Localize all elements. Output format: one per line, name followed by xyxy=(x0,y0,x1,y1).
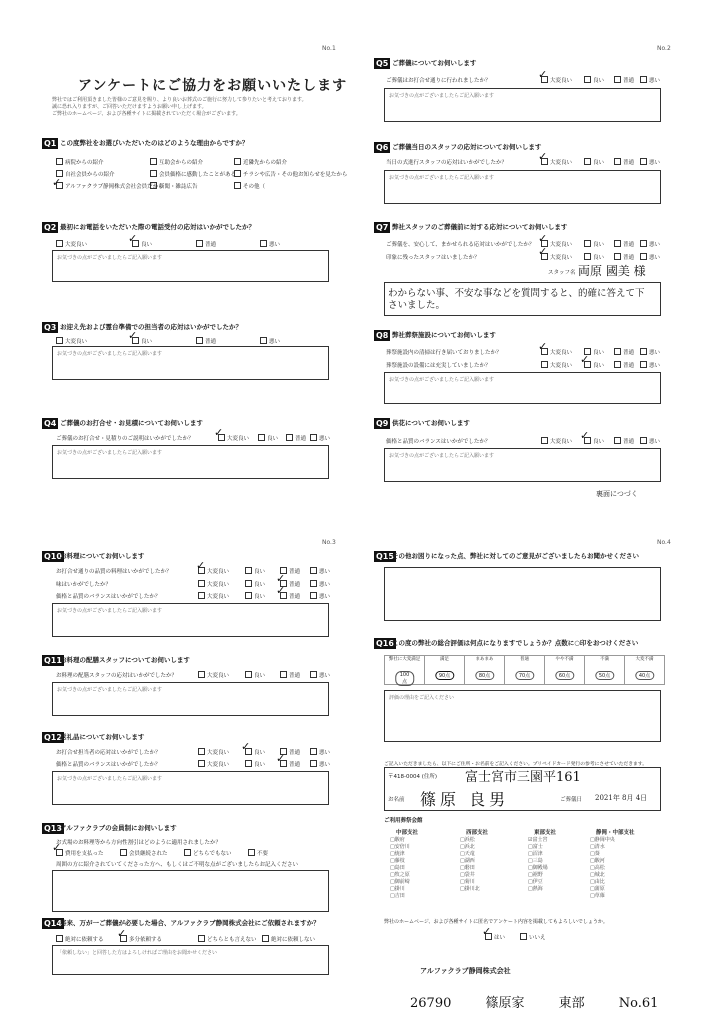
comment-box[interactable]: お気づきの点がございましたらご記入願います xyxy=(384,372,661,404)
rating-cell[interactable]: 満足 90点 xyxy=(424,655,464,685)
sub-question: 周囲の方に紹介されていてくださった方へ、もしくはご不明な点がございましたらお記入ください xyxy=(56,862,299,868)
comment-box[interactable]: お気づきの点がございましたらご記入願います xyxy=(52,445,329,479)
question-number: Q3 xyxy=(44,323,57,332)
question-text: ご葬儀についてお伺いします xyxy=(392,59,477,67)
option[interactable]: 大変良い xyxy=(541,253,572,261)
sub-question: お式場のお料理等から方向性割引はどのように適用されましたか？ xyxy=(56,840,222,846)
sub-question: お打合せ担当者の応対はいかがでしたか？ xyxy=(56,750,161,756)
option[interactable]: 会員価格に感動したことがある xyxy=(150,170,236,178)
rating-cell[interactable]: 不満 50点 xyxy=(584,655,624,685)
check-mark: ✓ xyxy=(214,426,224,439)
option[interactable]: 普通 xyxy=(614,348,634,356)
option[interactable]: 普通 xyxy=(280,580,300,588)
check-mark: ✓ xyxy=(128,232,138,245)
question-number: Q16 xyxy=(376,639,394,648)
comment-box[interactable] xyxy=(384,567,661,621)
option[interactable]: 大変良い xyxy=(198,580,229,588)
sub-question: ご葬儀はお打合せ通りに行われましたか？ xyxy=(386,78,491,84)
option[interactable]: 大変良い xyxy=(198,748,229,756)
check-mark: ✓ xyxy=(117,927,127,940)
sub-question: 葬祭施設の設備には充実していましたか？ xyxy=(386,363,491,369)
option[interactable]: 大変良い xyxy=(198,592,229,600)
option[interactable]: 大変良い xyxy=(56,240,87,248)
question-text: その他お困りになった点、弊社に対してのご意見がございましたらお聞かせください xyxy=(392,552,639,560)
option[interactable]: いいえ xyxy=(520,933,546,941)
sub-question: お料理の配膳スタッフの応対はいかがでしたか？ xyxy=(56,673,178,679)
check-mark: ✓ xyxy=(128,329,138,342)
option[interactable]: 大変良い xyxy=(541,348,572,356)
option[interactable]: 絶対に依頼する xyxy=(56,935,104,943)
option[interactable]: 普通 xyxy=(280,567,300,575)
option[interactable]: 普通 xyxy=(280,592,300,600)
question-text: 将来、万が一ご葬儀が必要した場合、アルファクラブ静岡株式会社にご依頼されますか？ xyxy=(60,919,320,927)
option[interactable]: 普通 xyxy=(614,361,634,369)
check-mark: ✓ xyxy=(276,584,286,597)
sub-question: 葬祭施設内の清掃は行き届いておりましたか？ xyxy=(386,350,502,356)
check-mark: ✓ xyxy=(580,353,590,366)
venue-col-header: 静岡・中部支社 xyxy=(596,830,635,836)
option[interactable]: 普通 xyxy=(280,760,300,768)
comment-box[interactable]: お気づきの点がございましたらご記入願います xyxy=(52,346,329,380)
question-text: お料理についてお伺いします xyxy=(60,552,145,560)
option[interactable]: 悪い xyxy=(310,592,330,600)
check-mark: ✓ xyxy=(538,245,548,258)
option[interactable]: 普通 xyxy=(614,253,634,261)
option[interactable]: 悪い xyxy=(260,337,280,345)
option[interactable]: 絶対に依頼しない xyxy=(262,935,315,943)
check-mark: ✓ xyxy=(538,340,548,353)
check-mark: ✓ xyxy=(52,176,62,189)
question-text: この度弊社をお選びいただいたのはどのような理由からですか？ xyxy=(60,139,249,147)
option[interactable]: 良い xyxy=(584,158,604,166)
option[interactable]: 普通 xyxy=(280,671,300,679)
venue-col-header: 西部支社 xyxy=(466,830,489,836)
question-number: Q12 xyxy=(44,733,62,742)
option[interactable]: 近隣先からの紹介 xyxy=(234,158,287,166)
continue-note: 裏面につづく xyxy=(596,490,638,498)
option[interactable]: 普通 xyxy=(196,337,216,345)
comment-box[interactable]: 「依頼しない」と回答した方はよろしければご理由をお聞かせください xyxy=(52,945,329,975)
check-mark: ✓ xyxy=(276,752,286,765)
option[interactable]: その他（ xyxy=(234,182,265,190)
option[interactable]: 大変良い xyxy=(198,760,229,768)
sub-question: 価格と品質のバランスはいかがでしたか？ xyxy=(56,594,161,600)
question-text: お料理の配膳スタッフについてお伺いします xyxy=(60,656,190,664)
option[interactable]: 不要 xyxy=(248,849,268,857)
intro-text: 弊社ではご利用頂きました皆様のご意見を賜り、より良いお葬式のご施行に努力して参りたいと考えております。 誠に恐れ入りますが、ご回答いただけますようお願い申し上げます。 ご弊社のホームページ、および各種サイトに掲載されていただく場合がございます。 xyxy=(52,97,307,117)
option[interactable]: 大変良い xyxy=(198,671,229,679)
option[interactable]: 大変良い xyxy=(541,361,572,369)
question-text: 弊社葬祭施設についてお伺いします xyxy=(392,331,496,339)
page-title: アンケートにご協力をお願いいたします xyxy=(78,78,348,94)
question-number: Q1 xyxy=(44,139,57,148)
address-handwritten: 富士宮市三園平161 xyxy=(465,770,581,785)
venue-col-header: 中部支社 xyxy=(396,830,419,836)
option[interactable]: 良い xyxy=(584,253,604,261)
option[interactable]: 大変良い xyxy=(541,76,572,84)
option[interactable]: 普通 xyxy=(614,437,634,445)
option[interactable]: 良い xyxy=(584,240,604,248)
page-number: No.2 xyxy=(657,45,671,52)
option[interactable]: 普通 xyxy=(286,434,306,442)
question-number: Q7 xyxy=(376,223,389,232)
question-number: Q13 xyxy=(44,824,62,833)
venue-col-header: 東部支社 xyxy=(534,830,557,836)
page-number: No.3 xyxy=(322,539,336,546)
check-mark: ✓ xyxy=(538,232,548,245)
option[interactable]: 悪い xyxy=(310,671,330,679)
name-handwritten: 篠原 良男 xyxy=(420,790,510,809)
option[interactable]: どちらとも言えない xyxy=(198,935,257,943)
option[interactable]: 悪い xyxy=(640,76,660,84)
option[interactable]: チラシや広告・その他お知らせを見たから xyxy=(234,170,347,178)
comment-box[interactable]: お気づきの点がございましたらご記入願います xyxy=(384,448,661,482)
option[interactable]: アルファクラブ静岡株式会社会員だから xyxy=(56,182,164,190)
question-number: Q14 xyxy=(44,919,62,928)
check-mark: ✓ xyxy=(241,740,251,753)
option[interactable]: 悪い xyxy=(310,580,330,588)
option[interactable]: 普通 xyxy=(196,240,216,248)
staff-name-handwritten: 両原 國美 様 xyxy=(578,264,646,278)
question-text: お迎え先および霊台準備での担当者の応対はいかがでしたか？ xyxy=(60,323,242,331)
option[interactable]: 大変良い xyxy=(541,437,572,445)
option[interactable]: 良い xyxy=(245,760,265,768)
sub-question: 印象に残ったスタッフはいましたか？ xyxy=(386,255,480,261)
option[interactable]: 悪い xyxy=(310,434,330,442)
question-text: ご葬儀のお打合せ・お見積についてお伺いします xyxy=(60,419,203,427)
option[interactable]: 良い xyxy=(132,337,152,345)
check-mark: ✓ xyxy=(276,572,286,585)
rating-scale xyxy=(384,655,665,685)
question-number: Q6 xyxy=(376,143,389,152)
venue-table xyxy=(384,816,659,912)
option[interactable]: 大変良い xyxy=(198,567,229,575)
question-number: Q5 xyxy=(376,59,389,68)
option[interactable]: 多分依頼する xyxy=(120,935,162,943)
comment-box[interactable] xyxy=(52,870,329,912)
option[interactable]: 良い xyxy=(132,240,152,248)
question-number: Q10 xyxy=(44,552,62,561)
question-number: Q4 xyxy=(44,419,57,428)
name-label: お名前 xyxy=(388,797,405,803)
venue-list[interactable]: □静岡中央 □清水 □葵 □駿河 □高松 □城北 □由比 □蒲原 □草薙 xyxy=(590,837,615,899)
check-mark: ✓ xyxy=(52,841,62,854)
check-mark: ✓ xyxy=(538,150,548,163)
sub-question: ご葬儀を、安心して、まかせられる応対はいかがでしたか？ xyxy=(386,242,535,248)
option[interactable]: 普通 xyxy=(614,240,634,248)
option[interactable]: 良い xyxy=(245,748,265,756)
option[interactable]: 普通 xyxy=(614,76,634,84)
option[interactable]: 良い xyxy=(245,567,265,575)
comment-box[interactable]: お気づきの点がございましたらご記入願います xyxy=(384,170,661,204)
question-number: Q15 xyxy=(376,552,394,561)
sub-question: お打合せ通りの品質の料理はいかがでしたか？ xyxy=(56,569,172,575)
zip-label: 〒418-0004 (住所) xyxy=(388,774,438,780)
option[interactable]: 普通 xyxy=(614,158,634,166)
footer-handwritten: 26790 篠原家 東部 No.61 xyxy=(410,996,659,1011)
sub-question: 当日の式進行スタッフの応対はいかがでしたか？ xyxy=(386,160,508,166)
venue-list[interactable]: ☑富士宮 □富士 □沼津 □三島 □御殿場 □裾野 □伊豆 □熱海 xyxy=(528,837,548,892)
option[interactable]: 悪い xyxy=(640,437,660,445)
question-text: 返礼品についてお伺いします xyxy=(60,733,145,741)
option[interactable]: 悪い xyxy=(640,240,660,248)
option[interactable]: 良い xyxy=(584,361,604,369)
option[interactable]: 互助会からの紹介 xyxy=(150,158,203,166)
rating-cell[interactable]: まあまあ 80点 xyxy=(464,655,504,685)
venue-title: ご利用葬祭会館 xyxy=(384,818,423,824)
option[interactable]: 大変良い xyxy=(56,337,87,345)
rating-cell[interactable]: 普通 70点 xyxy=(504,655,544,685)
check-mark: ✓ xyxy=(482,925,492,938)
option[interactable]: はい xyxy=(485,933,505,941)
page-number: No.1 xyxy=(322,45,336,52)
option[interactable]: 良い xyxy=(245,580,265,588)
option[interactable]: 良い xyxy=(584,437,604,445)
option[interactable]: 良い xyxy=(258,434,278,442)
option[interactable]: 普通 xyxy=(280,748,300,756)
sub-question: 価格と品質のバランスはいかがでしたか？ xyxy=(386,439,491,445)
homepage-question: 弊社のホームページ、および各種サイトに匿名でアンケート内容を掲載してもよろしいでしょうか。 xyxy=(384,919,608,925)
option[interactable]: 悪い xyxy=(260,240,280,248)
question-number: Q2 xyxy=(44,223,57,232)
option[interactable]: 自社会員からの紹介 xyxy=(56,170,115,178)
comment-box[interactable]: お気づきの点がございましたらご記入願います xyxy=(52,603,329,637)
option[interactable]: 良い xyxy=(584,348,604,356)
option[interactable]: 悪い xyxy=(310,748,330,756)
sub-question: ご葬儀のお打合せ・見積りのご説明はいかがでしたか？ xyxy=(56,436,194,442)
venue-list[interactable]: □駿府 □安倍川 □焼津 □藤枝 □島田 □牧之原 □御前崎 □掛川 □吉田 xyxy=(390,837,410,899)
question-text: 最初にお電話をいただいた際の電話受付の応対はいかがでしたか？ xyxy=(60,223,255,231)
question-number: Q11 xyxy=(44,656,62,665)
comment-box[interactable]: お気づきの点がございましたらご記入願います xyxy=(52,250,329,282)
question-text: アルファクラブの会員制にお伺いします xyxy=(60,824,177,832)
comment-box[interactable]: お気づきの点がございましたらご記入願います xyxy=(384,88,661,122)
page-number: No.4 xyxy=(657,539,671,546)
sub-question: 味はいかがでしたか？ xyxy=(56,582,112,588)
reason-box[interactable]: 評価の理由をご記入ください xyxy=(384,690,661,742)
venue-list[interactable]: □浜松 □浜北 □天竜 □湖西 □磐田 □袋井 □菊川 □掛川北 xyxy=(460,837,480,892)
footer-company: アルファクラブ静岡株式会社 xyxy=(420,967,511,975)
question-text: ご葬儀当日のスタッフの応対についてお伺いします xyxy=(392,143,542,151)
option[interactable]: 悪い xyxy=(640,158,660,166)
option[interactable]: 大変良い xyxy=(541,240,572,248)
check-mark: ✓ xyxy=(538,68,548,81)
contact-intro: ご記入いただきましたら、以下にご住所・お名前をご記入ください。プリペイドカード発行の参考にさせていただきます。 xyxy=(384,762,648,767)
staff-label: スタッフ名 xyxy=(548,270,576,276)
option[interactable]: 大変良い xyxy=(541,158,572,166)
option[interactable]: どちらでもない xyxy=(184,849,231,857)
option[interactable]: 会員継続された xyxy=(120,849,168,857)
option[interactable]: 費用を支払った xyxy=(56,849,104,857)
option[interactable]: 病院からの紹介 xyxy=(56,158,104,166)
option[interactable]: 大変良い xyxy=(218,434,249,442)
check-mark: ✓ xyxy=(580,429,590,442)
option[interactable]: 悪い xyxy=(640,361,660,369)
comment-box[interactable]: お気づきの点がございましたらご記入願います xyxy=(52,771,329,805)
comment-handwritten: わからない事、不安な事などを質問すると、的確に答えて下さいました。 xyxy=(388,288,645,311)
question-text: この度の弊社の総合評価は何点になりますでしょうか？点数に○印をおつけください xyxy=(392,639,639,647)
rating-cell[interactable]: やや不満 60点 xyxy=(544,655,584,685)
option[interactable]: 悪い xyxy=(310,760,330,768)
question-text: 供花についてお伺いします xyxy=(392,419,470,427)
rating-cell[interactable]: 弊社に大変満足 100点 xyxy=(384,655,424,685)
option[interactable]: 悪い xyxy=(310,567,330,575)
question-number: Q9 xyxy=(376,419,389,428)
date-value: 2021年 8月 4日 xyxy=(595,794,648,802)
comment-box[interactable]: お気づきの点がございましたらご記入願います xyxy=(52,682,329,716)
question-text: 弊社スタッフのご葬儀前に対する応対についてお伺いします xyxy=(392,223,568,231)
check-mark: ✓ xyxy=(196,559,206,572)
option[interactable]: 良い xyxy=(584,76,604,84)
option[interactable]: 良い xyxy=(245,592,265,600)
rating-cell[interactable]: 大変不満 40点 xyxy=(624,655,665,685)
option[interactable]: 新聞・雑誌広告 xyxy=(150,182,198,190)
option[interactable]: 悪い xyxy=(640,348,660,356)
sub-question: 価格と品質のバランスはいかがでしたか？ xyxy=(56,762,161,768)
question-number: Q8 xyxy=(376,331,389,340)
date-label: ご葬儀日 xyxy=(560,797,583,803)
option[interactable]: 良い xyxy=(245,671,265,679)
option[interactable]: 悪い xyxy=(640,253,660,261)
